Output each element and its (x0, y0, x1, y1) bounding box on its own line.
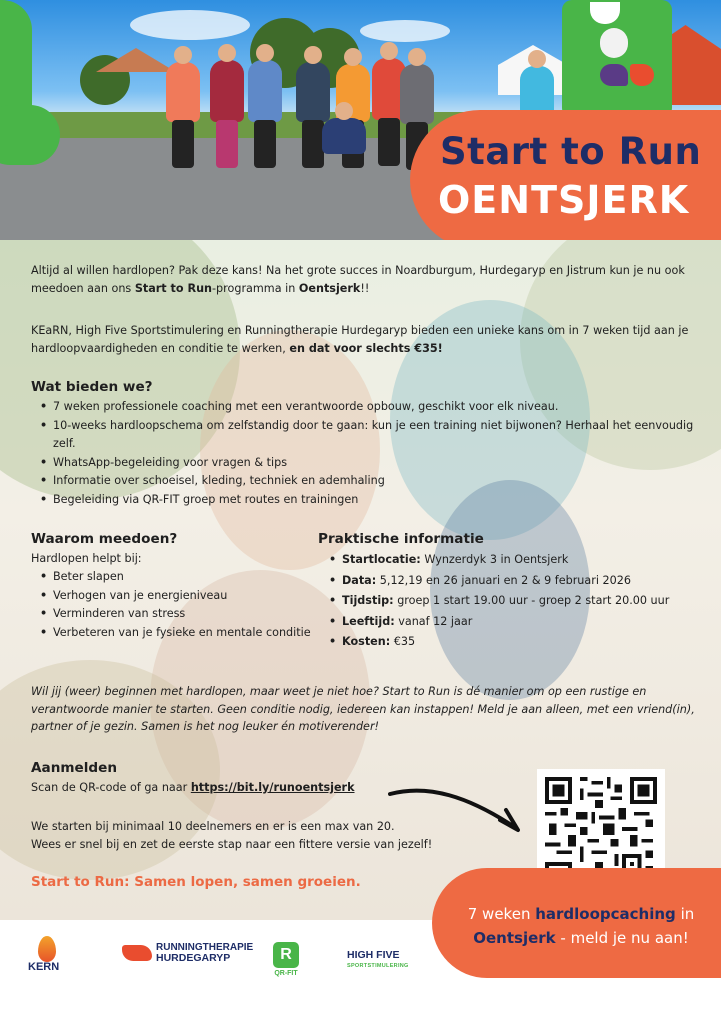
high-five-logo: HIGH FIVE SPORTSTIMULERING (347, 949, 409, 969)
intro-paragraph-2: KEaRN, High Five Sportstimulering en Runningtherapie Hurdegaryp bieden een unieke kans om in 7 weken tijd aan je hardloopvaardigheden en conditie te werken, en dat voor slechts €35! (31, 324, 689, 355)
list-item: • Tijdstip: groep 1 start 19.00 uur - groep 2 start 20.00 uur (326, 591, 716, 612)
qr-fit-logo: R QR-FIT (273, 942, 299, 979)
signup-link[interactable]: https://bit.ly/runoentsjerk (190, 781, 355, 794)
list-item: • Begeleiding via QR-FIT groep met routes en trainingen (37, 491, 707, 510)
slogan: Start to Run: Samen lopen, samen groeien. (31, 874, 361, 890)
offer-heading: Wat bieden we? (31, 379, 153, 395)
practical-list (326, 550, 716, 653)
motivation-quote: Wil jij (weer) beginnen met hardlopen, maar weet je niet hoe? Start to Run is dé manier om op een rustige en verantwoorde manier te starten. Geen conditie nodig, iedereen kan instappen! Meld je aan alleen, met een vriend(in), partner of je gezin. Samen is het nog leuker én motiverender! (31, 685, 695, 733)
list-item: • Verminderen van stress (37, 605, 327, 624)
list-item: • Leeftijd: vanaf 12 jaar (326, 612, 716, 633)
why-heading: Waarom meedoen? (31, 531, 178, 547)
cta-text: 7 weken hardloopcaching in Oentsjerk - meld je nu aan! (467, 905, 695, 947)
list-item: • Data: 5,12,19 en 26 januari en 2 & 9 februari 2026 (326, 571, 716, 592)
arrow-icon (388, 780, 528, 840)
intro-paragraph-1: Altijd al willen hardlopen? Pak deze kans! Na het grote succes in Noardburgum, Hurdegaryp en Jistrum kun je nu ook meedoen aan ons Start to Run-programma in Oentsjerk!! (31, 264, 685, 295)
list-item: • 7 weken professionele coaching met een verantwoorde opbouw, geschikt voor elk niveau. (37, 398, 707, 417)
runningtherapie-logo: RUNNINGTHERAPIE HURDEGARYP (122, 942, 253, 964)
page-title-location: OENTSJERK (438, 178, 690, 222)
signup-min-text: We starten bij minimaal 10 deelnemers en er is een max van 20. (31, 820, 395, 833)
list-item: • Verhogen van je energieniveau (37, 587, 327, 606)
list-item: • 10-weeks hardloopschema om zelfstandig door te gaan: kun je een training niet bijwonen? Herhaal het eenvoudig zelf. (37, 417, 707, 454)
signup-heading: Aanmelden (31, 760, 118, 776)
list-item: • Verbeteren van je fysieke en mentale conditie (37, 624, 327, 643)
offer-list (37, 398, 707, 509)
list-item: • Informatie over schoeisel, kleding, techniek en ademhaling (37, 472, 707, 491)
list-item: • Startlocatie: Wynzerdyk 3 in Oentsjerk (326, 550, 716, 571)
why-list (37, 568, 327, 642)
list-item: • Kosten: €35 (326, 632, 716, 653)
practical-heading: Praktische informatie (318, 531, 484, 547)
signup-hurry-text: Wees er snel bij en zet de eerste stap naar een fittere versie van jezelf! (31, 838, 433, 851)
signup-scan-text: Scan de QR-code of ga naar https://bit.ly/runoentsjerk (31, 781, 355, 794)
page-title: Start to Run (440, 130, 702, 173)
list-item: • Beter slapen (37, 568, 327, 587)
kern-logo: KERN (28, 936, 68, 980)
why-intro: Hardlopen helpt bij: (31, 552, 142, 565)
list-item: • WhatsApp-begeleiding voor vragen & tips (37, 454, 707, 473)
